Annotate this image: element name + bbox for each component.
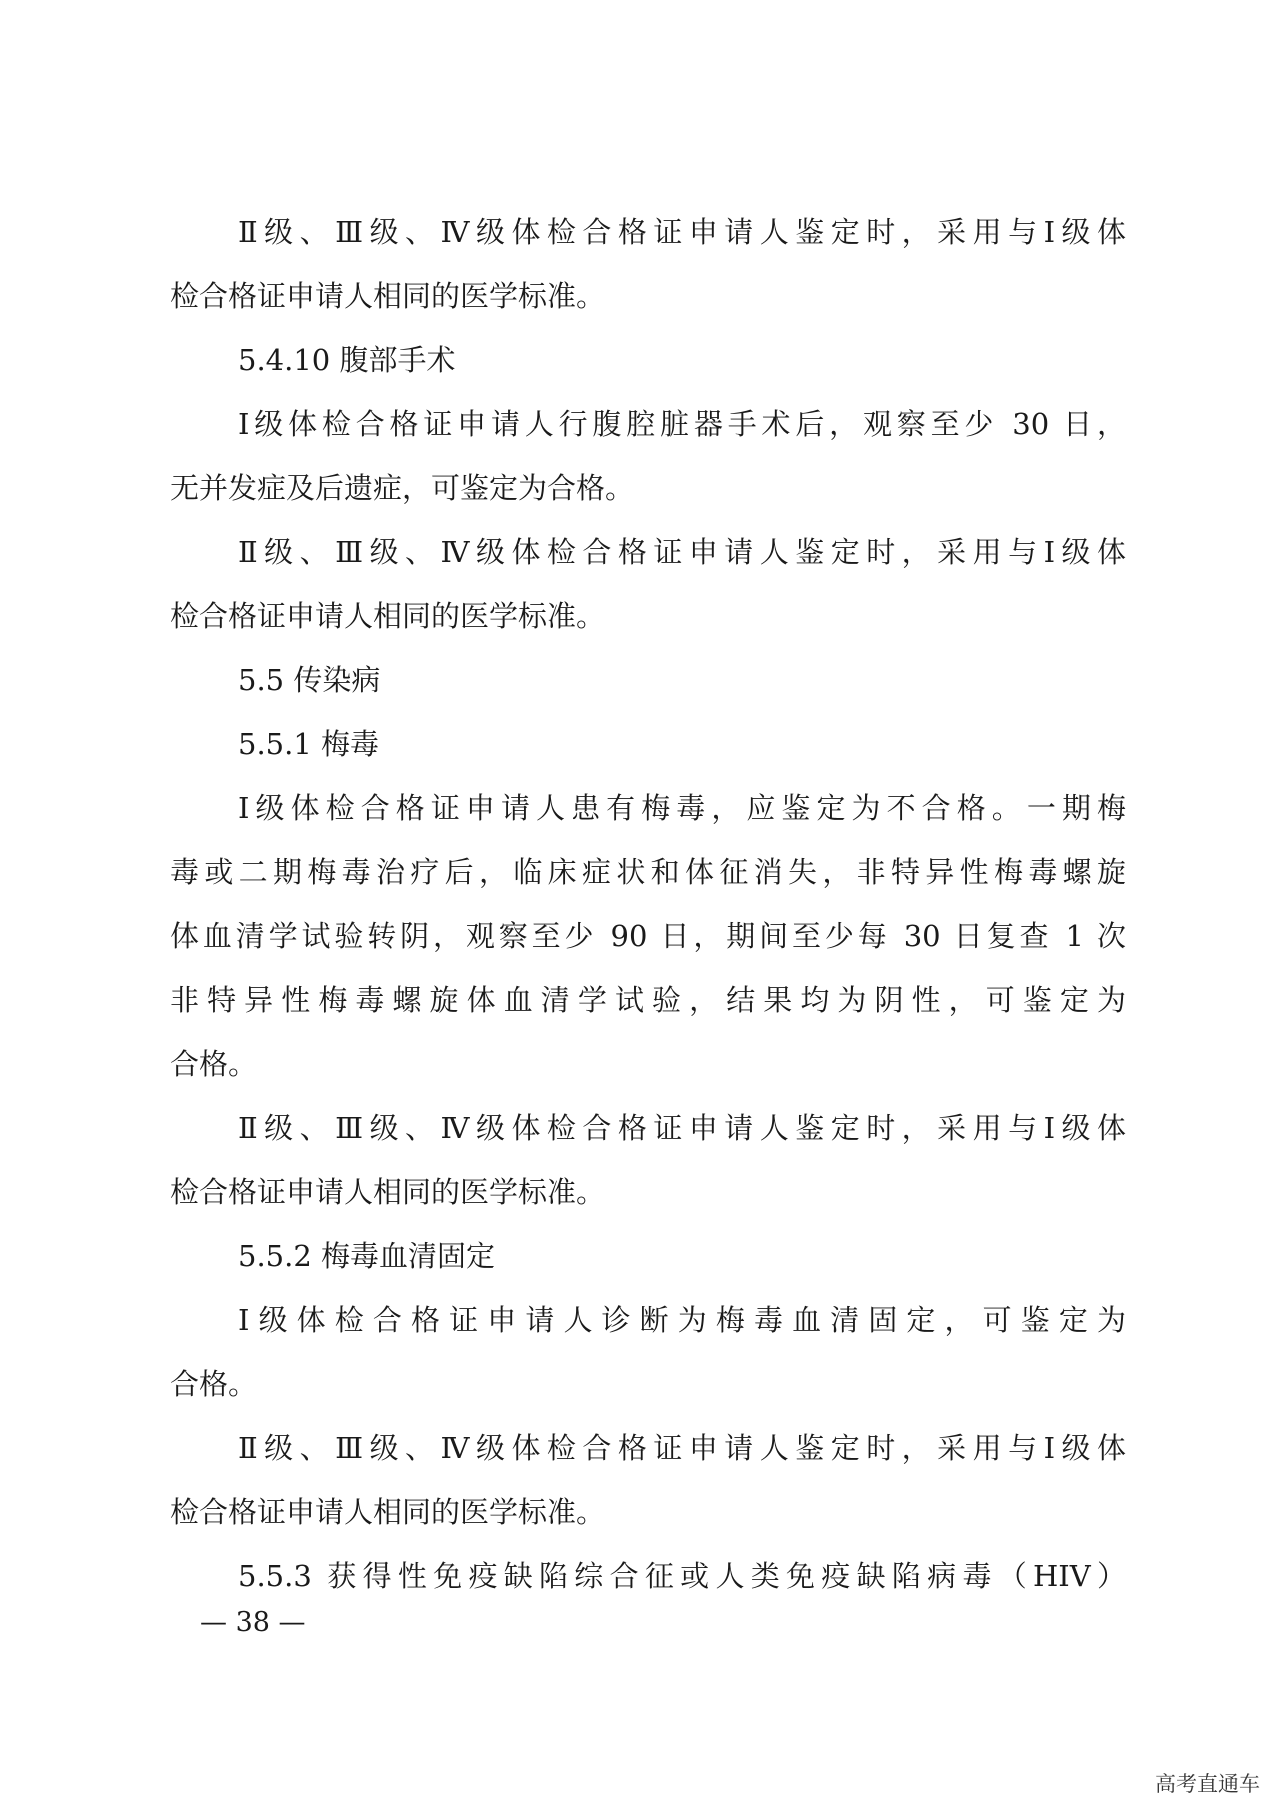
paragraph-line: Ⅰ级体检合格证申请人患有梅毒，应鉴定为不合格。一期梅 — [238, 791, 1126, 825]
paragraph-line: 合格。 — [170, 1047, 258, 1081]
section-heading: 5.5.1 梅毒 — [238, 727, 380, 761]
section-heading: 5.4.10 腹部手术 — [238, 343, 456, 377]
paragraph-line: Ⅰ级体检合格证申请人行腹腔脏器手术后，观察至少 30 日， — [238, 407, 1126, 441]
paragraph-line: Ⅱ级、Ⅲ级、Ⅳ级体检合格证申请人鉴定时，采用与Ⅰ级体 — [238, 1111, 1126, 1145]
paragraph-line: 检合格证申请人相同的医学标准。 — [170, 1495, 606, 1529]
paragraph-line: 体血清学试验转阴，观察至少 90 日，期间至少每 30 日复查 1 次 — [170, 919, 1126, 953]
section-heading: 5.5.3 获得性免疫缺陷综合征或人类免疫缺陷病毒（HIV） — [238, 1559, 1126, 1593]
paragraph-line: Ⅱ级、Ⅲ级、Ⅳ级体检合格证申请人鉴定时，采用与Ⅰ级体 — [238, 535, 1126, 569]
section-heading: 5.5 传染病 — [238, 663, 381, 697]
paragraph-line: 合格。 — [170, 1367, 258, 1401]
page-number: — 38 — — [200, 1607, 306, 1638]
section-heading: 5.5.2 梅毒血清固定 — [238, 1239, 496, 1273]
paragraph-line: 检合格证申请人相同的医学标准。 — [170, 279, 606, 313]
watermark-text: 高考直通车 — [1155, 1772, 1260, 1796]
paragraph-line: Ⅱ级、Ⅲ级、Ⅳ级体检合格证申请人鉴定时，采用与Ⅰ级体 — [238, 215, 1126, 249]
paragraph-line: 毒或二期梅毒治疗后，临床症状和体征消失，非特异性梅毒螺旋 — [170, 855, 1126, 889]
paragraph-line: 非特异性梅毒螺旋体血清学试验，结果均为阴性，可鉴定为 — [170, 983, 1126, 1017]
paragraph-line: Ⅱ级、Ⅲ级、Ⅳ级体检合格证申请人鉴定时，采用与Ⅰ级体 — [238, 1431, 1126, 1465]
paragraph-line: 检合格证申请人相同的医学标准。 — [170, 599, 606, 633]
paragraph-line: Ⅰ级体检合格证申请人诊断为梅毒血清固定，可鉴定为 — [238, 1303, 1126, 1337]
paragraph-line: 检合格证申请人相同的医学标准。 — [170, 1175, 606, 1209]
paragraph-line: 无并发症及后遗症，可鉴定为合格。 — [170, 471, 635, 505]
